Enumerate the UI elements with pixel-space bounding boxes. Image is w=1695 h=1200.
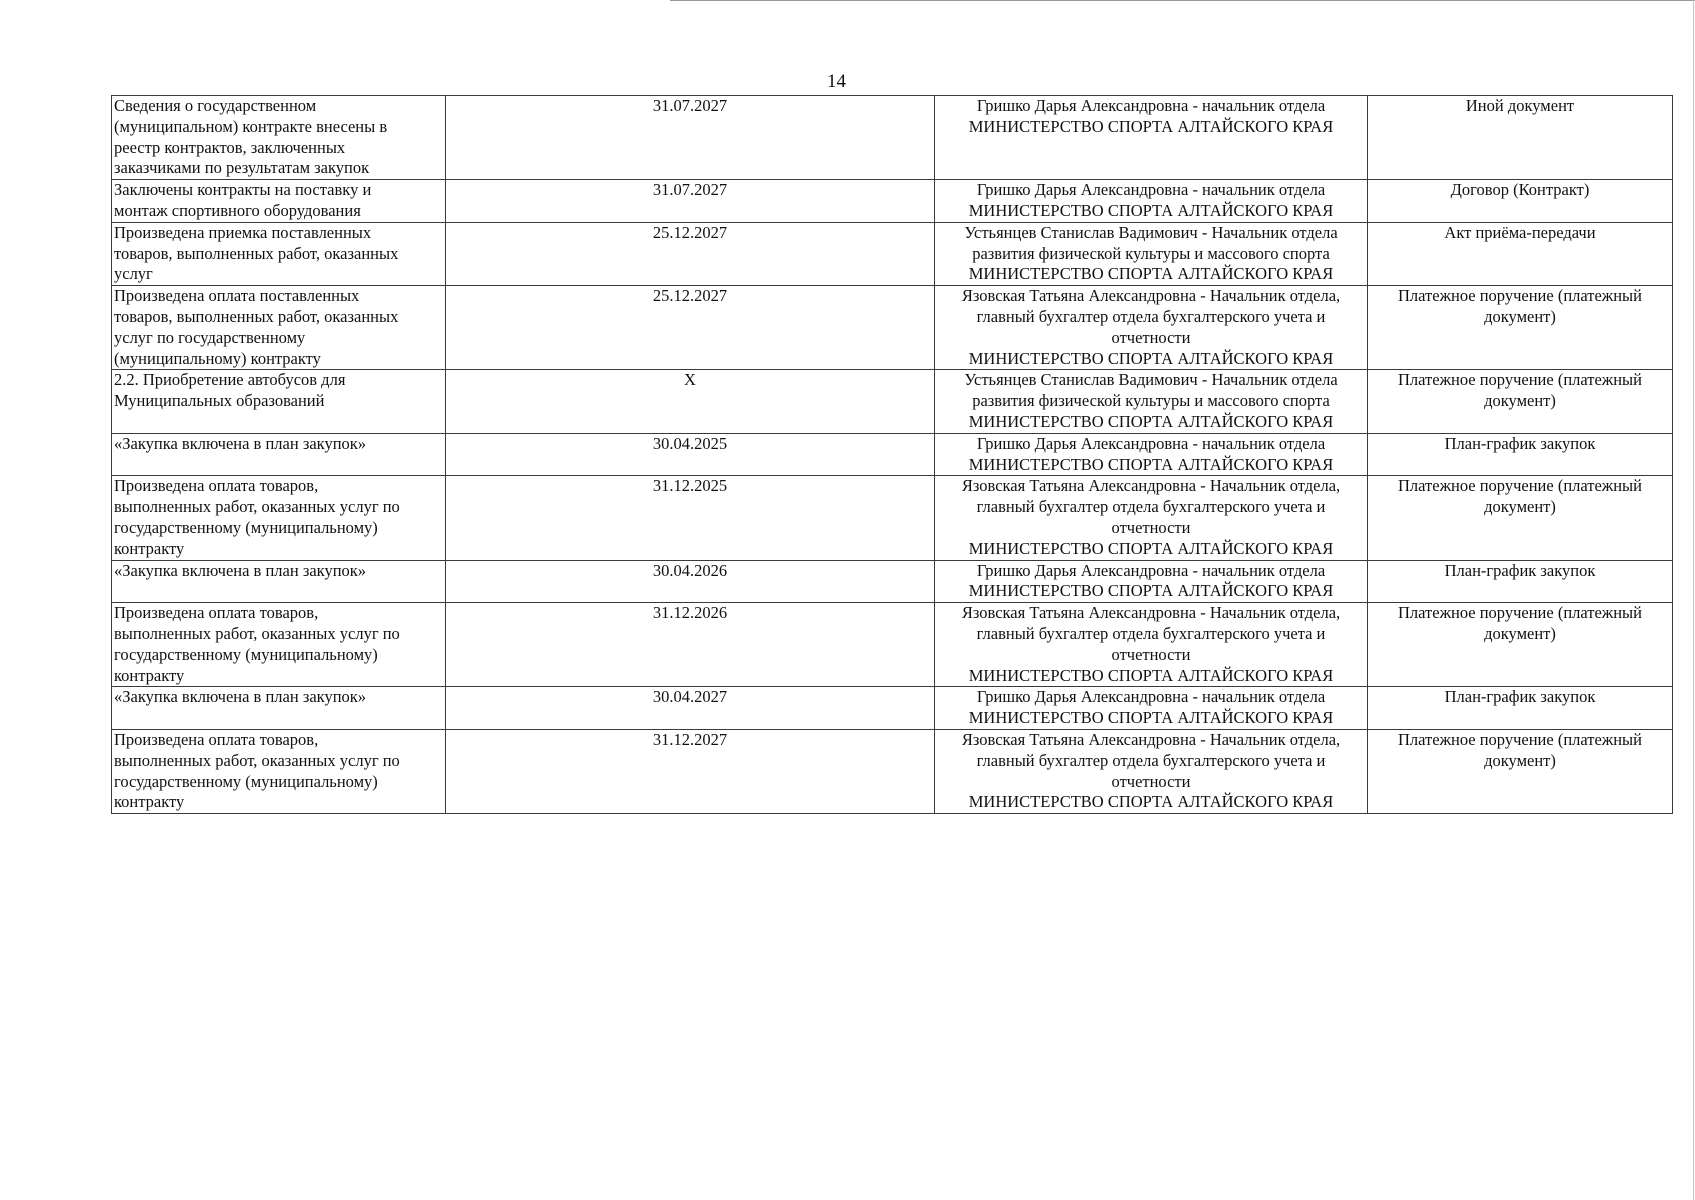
responsible-cell	[935, 729, 1368, 813]
responsible-cell	[935, 286, 1368, 370]
responsible-cell-line: МИНИСТЕРСТВО СПОРТА АЛТАЙСКОГО КРАЯ	[968, 411, 1334, 431]
table-row	[112, 603, 1673, 687]
document-cell	[1368, 729, 1673, 813]
table-row	[112, 370, 1673, 433]
date-cell	[446, 476, 935, 560]
date-cell-text: 25.12.2027	[652, 222, 728, 242]
event-cell-line: государственному (муниципальному)	[114, 517, 378, 537]
document-cell	[1368, 180, 1673, 223]
document-cell-line: документ)	[1484, 306, 1556, 326]
document-cell-line: документ)	[1484, 623, 1556, 643]
scan-right-edge	[1693, 0, 1694, 1200]
date-cell-text: 31.12.2025	[652, 476, 728, 496]
responsible-cell-line: главный бухгалтер отдела бухгалтерского учета и	[976, 306, 1326, 326]
event-cell	[112, 286, 446, 370]
date-cell	[446, 560, 935, 603]
responsible-cell-line: главный бухгалтер отдела бухгалтерского учета и	[976, 750, 1326, 770]
responsible-cell-line: МИНИСТЕРСТВО СПОРТА АЛТАЙСКОГО КРАЯ	[968, 264, 1334, 284]
document-cell	[1368, 603, 1673, 687]
document-cell-line: Платежное поручение (платежный	[1398, 286, 1642, 306]
responsible-cell-line: МИНИСТЕРСТВО СПОРТА АЛТАЙСКОГО КРАЯ	[968, 348, 1334, 368]
event-cell	[112, 433, 446, 476]
event-cell-line: Заключены контракты на поставку и	[114, 180, 372, 200]
document-cell-line: документ)	[1484, 750, 1556, 770]
plan-table-body	[112, 96, 1673, 814]
event-cell-line: контракту	[114, 792, 185, 812]
document-cell	[1368, 96, 1673, 180]
responsible-cell	[935, 687, 1368, 730]
responsible-cell	[935, 222, 1368, 285]
responsible-cell	[935, 180, 1368, 223]
responsible-cell-line: главный бухгалтер отдела бухгалтерского учета и	[976, 497, 1326, 517]
responsible-cell-line: Гришко Дарья Александровна - начальник отдела	[976, 96, 1326, 115]
event-cell-line: (муниципальном) контракте внесены в	[114, 116, 388, 136]
document-cell-line: документ)	[1484, 391, 1556, 411]
table-row	[112, 729, 1673, 813]
document-cell-line: Акт приёма-передачи	[1444, 222, 1596, 242]
document-cell	[1368, 433, 1673, 476]
responsible-cell-line: Язовская Татьяна Александровна - Начальник отдела,	[961, 729, 1341, 749]
event-cell	[112, 687, 446, 730]
event-cell-line: товаров, выполненных работ, оказанных	[114, 306, 399, 326]
event-cell-line: монтаж спортивного оборудования	[114, 200, 361, 220]
responsible-cell-line: развития физической культуры и массового спорта	[972, 243, 1330, 263]
document-cell	[1368, 222, 1673, 285]
date-cell	[446, 180, 935, 223]
date-cell-text: 31.07.2027	[652, 96, 728, 115]
responsible-cell-line: МИНИСТЕРСТВО СПОРТА АЛТАЙСКОГО КРАЯ	[968, 454, 1334, 474]
responsible-cell-line: Язовская Татьяна Александровна - Начальник отдела,	[961, 476, 1341, 496]
scan-top-edge	[670, 0, 1695, 1]
event-cell-line: заказчиками по результатам закупок	[114, 158, 370, 178]
event-cell-line: услуг по государственному	[114, 327, 306, 347]
document-cell-line: Платежное поручение (платежный	[1398, 603, 1642, 623]
responsible-cell-line: МИНИСТЕРСТВО СПОРТА АЛТАЙСКОГО КРАЯ	[968, 538, 1334, 558]
responsible-cell	[935, 433, 1368, 476]
event-cell-line: Произведена оплата поставленных	[114, 286, 360, 306]
document-cell-line: Иной документ	[1465, 96, 1575, 115]
date-cell-text: 30.04.2026	[652, 560, 728, 580]
responsible-cell-line: отчетности	[1111, 327, 1191, 347]
date-cell-text: 30.04.2025	[652, 433, 728, 453]
responsible-cell	[935, 370, 1368, 433]
document-cell	[1368, 476, 1673, 560]
document-cell-line: Платежное поручение (платежный	[1398, 729, 1642, 749]
event-cell-line: государственному (муниципальному)	[114, 771, 378, 791]
event-cell-line: Муниципальных образований	[114, 391, 325, 411]
table-row	[112, 476, 1673, 560]
date-cell-text: 31.12.2027	[652, 729, 728, 749]
event-cell	[112, 476, 446, 560]
event-cell-line: «Закупка включена в план закупок»	[114, 687, 367, 707]
responsible-cell-line: главный бухгалтер отдела бухгалтерского учета и	[976, 623, 1326, 643]
table-row	[112, 286, 1673, 370]
document-cell-line: План-график закупок	[1444, 560, 1596, 580]
event-cell-line: 2.2. Приобретение автобусов для	[114, 370, 346, 390]
document-cell-line: Платежное поручение (платежный	[1398, 476, 1642, 496]
event-cell	[112, 603, 446, 687]
table-row	[112, 180, 1673, 223]
event-cell-line: «Закупка включена в план закупок»	[114, 433, 367, 453]
event-cell-line: товаров, выполненных работ, оказанных	[114, 243, 399, 263]
event-cell	[112, 370, 446, 433]
table-row	[112, 433, 1673, 476]
responsible-cell-line: Гришко Дарья Александровна - начальник отдела	[976, 180, 1326, 200]
event-cell-line: контракту	[114, 538, 185, 558]
event-cell	[112, 96, 446, 180]
date-cell	[446, 370, 935, 433]
document-cell	[1368, 560, 1673, 603]
responsible-cell-line: МИНИСТЕРСТВО СПОРТА АЛТАЙСКОГО КРАЯ	[968, 708, 1334, 728]
responsible-cell-line: Устьянцев Станислав Вадимович - Начальник отдела	[964, 222, 1338, 242]
date-cell	[446, 286, 935, 370]
page-number: 14	[827, 71, 846, 92]
event-cell-line: Произведена оплата товаров,	[114, 729, 319, 749]
event-cell-line: контракту	[114, 665, 185, 685]
responsible-cell	[935, 96, 1368, 180]
event-cell-line: услуг	[114, 264, 153, 284]
date-cell	[446, 687, 935, 730]
document-cell	[1368, 370, 1673, 433]
date-cell	[446, 433, 935, 476]
date-cell	[446, 729, 935, 813]
event-cell	[112, 729, 446, 813]
responsible-cell-line: Гришко Дарья Александровна - начальник отдела	[976, 433, 1326, 453]
responsible-cell	[935, 476, 1368, 560]
event-cell-line: выполненных работ, оказанных услуг по	[114, 497, 400, 517]
responsible-cell-line: отчетности	[1111, 771, 1191, 791]
responsible-cell-line: МИНИСТЕРСТВО СПОРТА АЛТАЙСКОГО КРАЯ	[968, 581, 1334, 601]
date-cell-text: X	[684, 370, 696, 390]
document-cell	[1368, 687, 1673, 730]
responsible-cell-line: МИНИСТЕРСТВО СПОРТА АЛТАЙСКОГО КРАЯ	[968, 665, 1334, 685]
event-cell-line: выполненных работ, оказанных услуг по	[114, 623, 400, 643]
date-cell-text: 31.07.2027	[652, 180, 728, 200]
event-cell-line: государственному (муниципальному)	[114, 644, 378, 664]
event-cell	[112, 222, 446, 285]
event-cell-line: Произведена оплата товаров,	[114, 603, 319, 623]
responsible-cell-line: Язовская Татьяна Александровна - Начальник отдела,	[961, 286, 1341, 306]
document-cell-line: План-график закупок	[1444, 433, 1596, 453]
plan-table	[111, 95, 1673, 814]
responsible-cell-line: развития физической культуры и массового спорта	[972, 391, 1330, 411]
responsible-cell-line: МИНИСТЕРСТВО СПОРТА АЛТАЙСКОГО КРАЯ	[968, 792, 1334, 812]
event-cell-line: реестр контрактов, заключенных	[114, 137, 346, 157]
date-cell-text: 25.12.2027	[652, 286, 728, 306]
responsible-cell-line: отчетности	[1111, 644, 1191, 664]
responsible-cell-line: отчетности	[1111, 517, 1191, 537]
event-cell-line: (муниципальному) контракту	[114, 348, 321, 368]
document-cell-line: Платежное поручение (платежный	[1398, 370, 1642, 390]
responsible-cell-line: Гришко Дарья Александровна - начальник отдела	[976, 687, 1326, 707]
event-cell	[112, 560, 446, 603]
table-row	[112, 96, 1673, 180]
event-cell-line: Произведена приемка поставленных	[114, 222, 372, 242]
date-cell	[446, 96, 935, 180]
responsible-cell	[935, 560, 1368, 603]
date-cell-text: 31.12.2026	[652, 603, 728, 623]
event-cell	[112, 180, 446, 223]
event-cell-line: «Закупка включена в план закупок»	[114, 560, 367, 580]
responsible-cell-line: Устьянцев Станислав Вадимович - Начальник отдела	[964, 370, 1338, 390]
document-cell-line: Договор (Контракт)	[1450, 180, 1590, 200]
responsible-cell-line: Язовская Татьяна Александровна - Начальник отдела,	[961, 603, 1341, 623]
event-cell-line: выполненных работ, оказанных услуг по	[114, 750, 400, 770]
responsible-cell-line: МИНИСТЕРСТВО СПОРТА АЛТАЙСКОГО КРАЯ	[968, 200, 1334, 220]
document-cell-line: документ)	[1484, 497, 1556, 517]
document-cell-line: План-график закупок	[1444, 687, 1596, 707]
responsible-cell-line: МИНИСТЕРСТВО СПОРТА АЛТАЙСКОГО КРАЯ	[968, 116, 1334, 136]
date-cell	[446, 603, 935, 687]
table-row	[112, 687, 1673, 730]
responsible-cell-line: Гришко Дарья Александровна - начальник отдела	[976, 560, 1326, 580]
event-cell-line: Сведения о государственном	[114, 96, 317, 115]
event-cell-line: Произведена оплата товаров,	[114, 476, 319, 496]
table-row	[112, 560, 1673, 603]
responsible-cell	[935, 603, 1368, 687]
date-cell-text: 30.04.2027	[652, 687, 728, 707]
document-cell	[1368, 286, 1673, 370]
date-cell	[446, 222, 935, 285]
table-row	[112, 222, 1673, 285]
